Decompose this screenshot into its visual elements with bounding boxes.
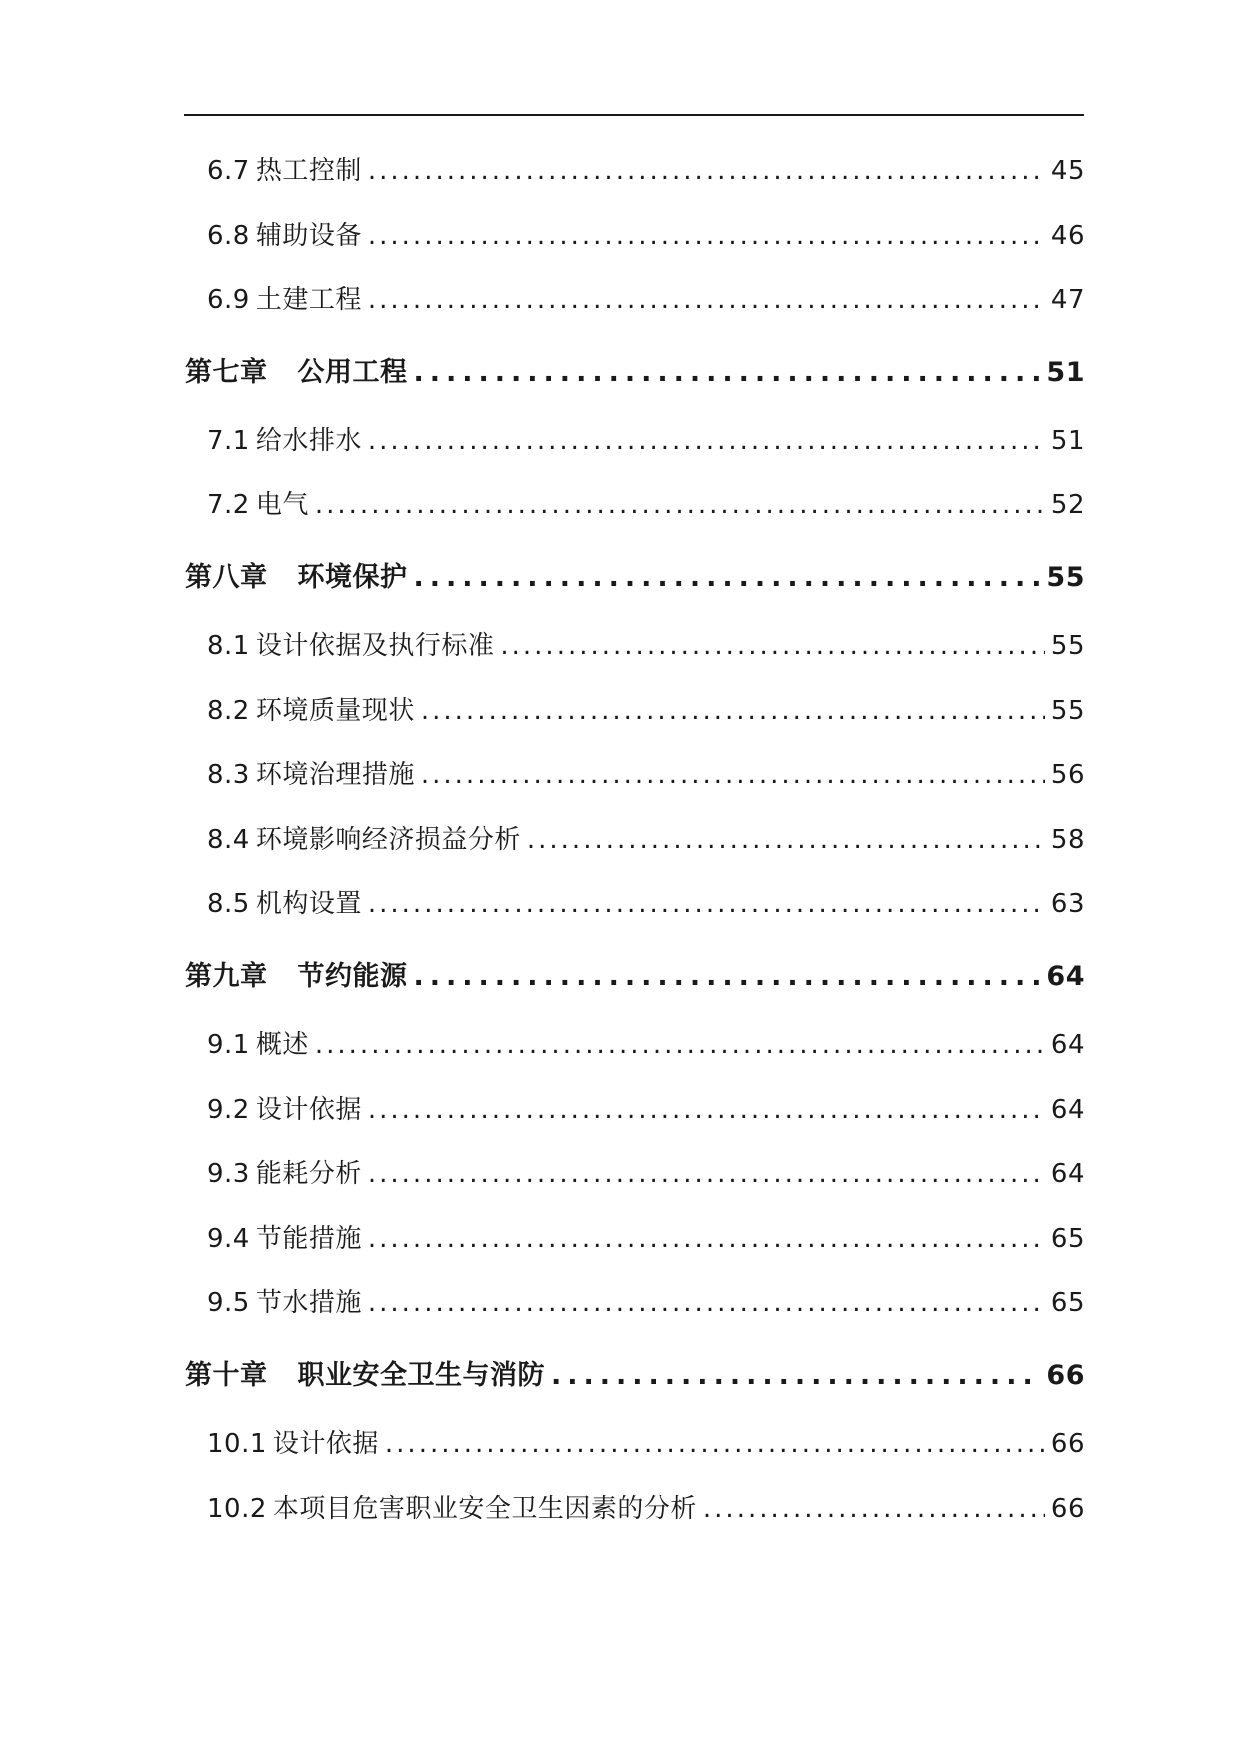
- dot-leader: [414, 562, 1041, 593]
- section-title: 环境影响经济损益分析: [255, 824, 521, 855]
- dot-leader: [414, 357, 1041, 388]
- toc-entry-label: [207, 1153, 362, 1190]
- toc-entry-label: [207, 1282, 362, 1319]
- toc-entry-label: [207, 883, 362, 920]
- section-number: 6.9: [207, 285, 250, 316]
- page-number: 64: [1050, 1094, 1085, 1125]
- section-title: 概述: [255, 1029, 309, 1060]
- page-number: 65: [1050, 1223, 1085, 1254]
- page-number: 55: [1050, 695, 1085, 726]
- section-number: 8.5: [207, 889, 250, 920]
- dot-leader: [368, 156, 1045, 186]
- section-title: 热工控制: [255, 156, 362, 186]
- dot-leader: [368, 1095, 1045, 1125]
- toc-entry-label: [207, 690, 415, 727]
- toc-entry-label: [207, 150, 362, 187]
- dot-leader: [527, 825, 1045, 855]
- section-number: 10.1: [207, 1428, 267, 1459]
- toc-entry-section[interactable]: [185, 1488, 1085, 1553]
- toc-entry-section[interactable]: [185, 625, 1085, 690]
- section-title: 设计依据及执行标准: [255, 630, 495, 661]
- page-number: 45: [1050, 156, 1085, 186]
- section-number: 10.2: [207, 1493, 267, 1524]
- toc-entry-section[interactable]: [185, 1153, 1085, 1218]
- toc-entry-chapter[interactable]: [185, 344, 1085, 420]
- page-number: 66: [1046, 1359, 1085, 1391]
- toc-entry-section[interactable]: [185, 819, 1085, 884]
- toc-entry-section[interactable]: [185, 279, 1085, 344]
- dot-leader: [421, 696, 1045, 726]
- section-number: 9.3: [207, 1159, 250, 1190]
- dot-leader: [421, 760, 1045, 790]
- chapter-number: 第七章: [185, 356, 268, 388]
- toc-entry-label: [207, 1218, 362, 1255]
- dot-leader: [368, 426, 1045, 456]
- toc-entry-label: [207, 279, 362, 316]
- section-number: 6.7: [207, 156, 250, 186]
- dot-leader: [315, 1030, 1045, 1060]
- page-number: 56: [1050, 760, 1085, 791]
- toc-entry-label: [207, 819, 521, 856]
- dot-leader: [703, 1494, 1045, 1524]
- section-number: 8.1: [207, 630, 250, 661]
- toc-entry-section[interactable]: [185, 1218, 1085, 1283]
- page-number: 64: [1050, 1029, 1085, 1060]
- page-number: 65: [1050, 1288, 1085, 1319]
- toc-entry-label: [207, 215, 362, 252]
- page-number: 66: [1050, 1493, 1085, 1524]
- page-number: 52: [1050, 490, 1085, 521]
- toc-entry-chapter[interactable]: [185, 1347, 1085, 1423]
- section-title: 设计依据: [255, 1094, 362, 1125]
- toc-entry-label: [185, 954, 408, 993]
- section-title: 土建工程: [255, 285, 362, 316]
- page-number: 51: [1050, 425, 1085, 456]
- section-number: 8.2: [207, 695, 250, 726]
- section-number: 8.3: [207, 760, 250, 791]
- section-number: 7.2: [207, 490, 250, 521]
- toc-entry-section[interactable]: [185, 690, 1085, 755]
- page-number: 55: [1050, 630, 1085, 661]
- section-title: 设计依据: [272, 1428, 379, 1459]
- chapter-number: 第十章: [185, 1359, 268, 1391]
- chapter-title: 环境保护: [297, 561, 408, 593]
- table-of-contents: [185, 150, 1085, 1552]
- toc-entry-chapter[interactable]: [185, 948, 1085, 1024]
- toc-entry-label: [207, 1089, 362, 1126]
- dot-leader: [315, 490, 1045, 520]
- toc-entry-section[interactable]: [185, 1089, 1085, 1154]
- page-number: 47: [1050, 285, 1085, 316]
- section-title: 本项目危害职业安全卫生因素的分析: [272, 1493, 697, 1524]
- toc-entry-section[interactable]: [185, 150, 1085, 215]
- dot-leader: [368, 1224, 1045, 1254]
- toc-entry-label: [207, 1488, 697, 1525]
- toc-entry-chapter[interactable]: [185, 549, 1085, 625]
- section-number: 6.8: [207, 220, 250, 251]
- section-number: 9.1: [207, 1029, 250, 1060]
- section-title: 辅助设备: [255, 220, 362, 251]
- chapter-title: 公用工程: [297, 356, 408, 388]
- page-number: 64: [1046, 960, 1085, 992]
- toc-entry-section[interactable]: [185, 1282, 1085, 1347]
- chapter-number: 第八章: [185, 561, 268, 593]
- section-title: 能耗分析: [255, 1159, 362, 1190]
- dot-leader: [368, 285, 1045, 315]
- page-number: 46: [1050, 220, 1085, 251]
- section-title: 机构设置: [255, 889, 362, 920]
- section-title: 节能措施: [255, 1223, 362, 1254]
- dot-leader: [368, 221, 1045, 251]
- toc-entry-label: [207, 1423, 379, 1460]
- toc-entry-label: [207, 754, 415, 791]
- page-number: 51: [1046, 356, 1085, 388]
- page-number: 66: [1050, 1428, 1085, 1459]
- section-title: 电气: [255, 490, 309, 521]
- dot-leader: [368, 1288, 1045, 1318]
- toc-entry-section[interactable]: [185, 883, 1085, 948]
- toc-entry-section[interactable]: [185, 1024, 1085, 1089]
- toc-entry-section[interactable]: [185, 1423, 1085, 1488]
- dot-leader: [368, 889, 1045, 919]
- toc-entry-label: [207, 420, 362, 457]
- toc-entry-label: [185, 555, 408, 594]
- page-number: 64: [1050, 1159, 1085, 1190]
- dot-leader: [414, 961, 1041, 992]
- dot-leader: [551, 1360, 1040, 1391]
- page-number: 55: [1046, 561, 1085, 593]
- section-number: 9.4: [207, 1223, 250, 1254]
- section-title: 环境质量现状: [255, 695, 415, 726]
- chapter-number: 第九章: [185, 960, 268, 992]
- dot-leader: [385, 1429, 1045, 1459]
- section-number: 9.5: [207, 1288, 250, 1319]
- section-title: 给水排水: [255, 425, 362, 456]
- section-title: 环境治理措施: [255, 760, 415, 791]
- dot-leader: [500, 631, 1045, 661]
- section-number: 8.4: [207, 824, 250, 855]
- page-number: 63: [1050, 889, 1085, 920]
- toc-entry-label: [185, 350, 408, 389]
- section-number: 9.2: [207, 1094, 250, 1125]
- toc-entry-section[interactable]: [185, 215, 1085, 280]
- toc-entry-section[interactable]: [185, 420, 1085, 485]
- toc-entry-label: [207, 1024, 309, 1061]
- toc-entry-label: [207, 625, 494, 662]
- section-title: 节水措施: [255, 1288, 362, 1319]
- page-number: 58: [1050, 824, 1085, 855]
- toc-entry-section[interactable]: [185, 754, 1085, 819]
- chapter-title: 职业安全卫生与消防: [297, 1359, 545, 1391]
- section-number: 7.1: [207, 425, 250, 456]
- dot-leader: [368, 1159, 1045, 1189]
- toc-entry-section[interactable]: [185, 484, 1085, 549]
- header-rule: [184, 114, 1084, 116]
- toc-entry-label: [207, 484, 309, 521]
- chapter-title: 节约能源: [297, 960, 408, 992]
- toc-entry-label: [185, 1353, 545, 1392]
